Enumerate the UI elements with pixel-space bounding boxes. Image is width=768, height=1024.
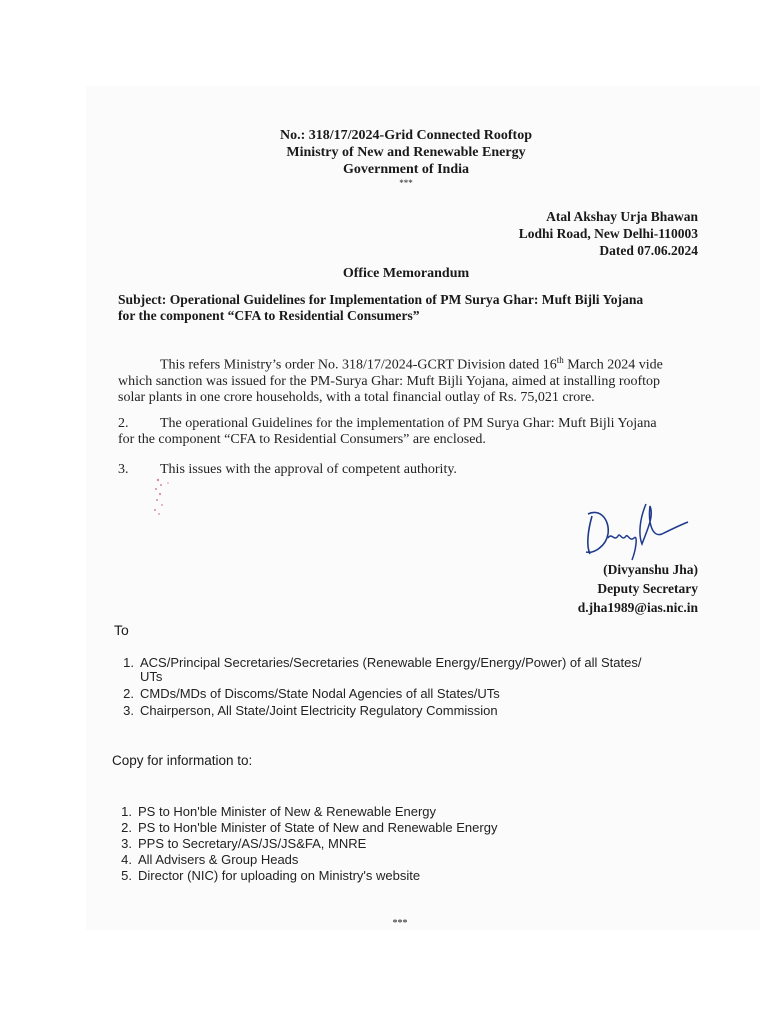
letterhead bbox=[86, 127, 726, 188]
building-name: Atal Akshay Urja Bhawan bbox=[546, 209, 698, 224]
to-label: To bbox=[114, 622, 129, 638]
paragraph-1-line-3: solar plants in one crore households, with a total financial outlay of Rs. 75,021 crore. bbox=[118, 389, 595, 405]
paragraph-3-text: This issues with the approval of competent authority. bbox=[160, 462, 457, 477]
subject-line-1: Subject: Operational Guidelines for Implementation of PM Surya Ghar: Muft Bijli Yojana bbox=[118, 292, 644, 307]
document-type-title: Office Memorandum bbox=[342, 266, 470, 281]
list-item: 3. PPS to Secretary/AS/JS/JS&FA, MNRE bbox=[121, 836, 367, 851]
recipient-list bbox=[118, 656, 641, 718]
file-number: No.: 318/17/2024-Grid Connected Rooftop bbox=[280, 128, 532, 143]
document-date: Dated 07.06.2024 bbox=[599, 243, 698, 258]
footer-separator: *** bbox=[392, 918, 408, 929]
government-name: Government of India bbox=[343, 162, 469, 177]
ink-marks bbox=[148, 474, 188, 524]
header-separator: *** bbox=[399, 178, 413, 188]
address-line: Lodhi Road, New Delhi-110003 bbox=[518, 226, 698, 241]
list-item: 1. ACS/Principal Secretaries/Secretaries (Renewable Energy/Energy/Power) of all States/ UTs bbox=[123, 655, 642, 684]
signatory-email[interactable]: d.jha1989@ias.nic.in bbox=[577, 600, 698, 615]
signatory-designation: Deputy Secretary bbox=[597, 581, 698, 596]
paragraph-2 bbox=[118, 416, 657, 448]
paragraph-1-line-2: which sanction was issued for the PM-Surya Ghar: Muft Bijli Yojana, aimed at installing rooftop bbox=[118, 373, 661, 389]
paragraph-2-line-2: for the component “CFA to Residential Consumers” are enclosed. bbox=[118, 432, 486, 447]
copy-label: Copy for information to: bbox=[112, 753, 253, 768]
paragraph-2-line-1: The operational Guidelines for the implementation of PM Surya Ghar: Muft Bijli Yojana bbox=[160, 416, 657, 431]
list-item: 2. CMDs/MDs of Discoms/State Nodal Agencies of all States/UTs bbox=[123, 686, 500, 701]
signatory-block bbox=[578, 560, 698, 617]
list-item: 4. All Advisers & Group Heads bbox=[121, 852, 299, 867]
list-item: 1. PS to Hon'ble Minister of New & Renewable Energy bbox=[121, 804, 437, 819]
list-item: 3. Chairperson, All State/Joint Electricity Regulatory Commission bbox=[123, 703, 498, 718]
subject-line-2: for the component “CFA to Residential Consumers” bbox=[118, 308, 420, 323]
signature bbox=[578, 498, 690, 568]
ministry-name: Ministry of New and Renewable Energy bbox=[286, 145, 526, 160]
paragraph-1-line-1: This refers Ministry’s order No. 318/17/2024-GCRT Division dated 16th March 2024 vide bbox=[160, 355, 663, 373]
signatory-name: (Divyanshu Jha) bbox=[603, 562, 698, 577]
list-item: 2. PS to Hon'ble Minister of State of New and Renewable Energy bbox=[121, 820, 498, 835]
address-block bbox=[519, 208, 698, 259]
paragraph-3-number: 3. bbox=[118, 462, 129, 477]
paragraph-2-number: 2. bbox=[118, 416, 129, 431]
list-item: 5. Director (NIC) for uploading on Ministry's website bbox=[121, 868, 421, 883]
paragraph-1 bbox=[118, 352, 663, 406]
copy-list bbox=[116, 805, 497, 883]
subject bbox=[118, 292, 643, 324]
